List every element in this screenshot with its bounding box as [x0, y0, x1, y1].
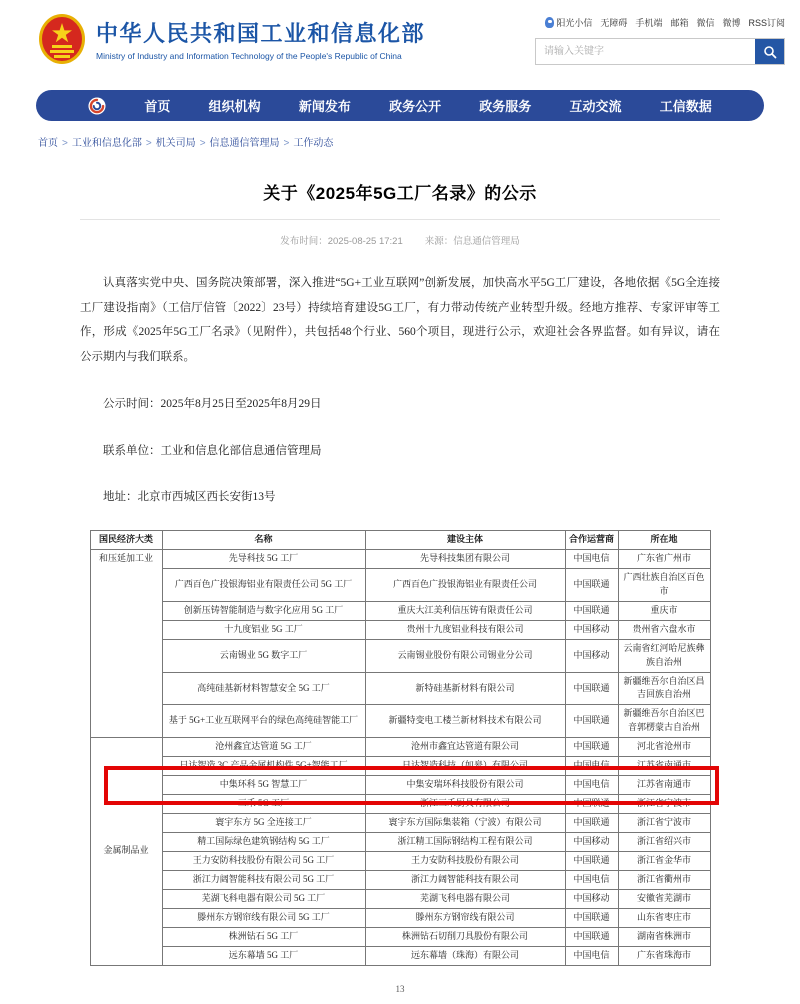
cell-location: 新疆维吾尔自治区巴音郭楞蒙古自治州: [618, 705, 710, 738]
cell-operator: 中国移动: [565, 639, 618, 672]
table-row: [90, 851, 710, 870]
table-row: [90, 870, 710, 889]
top-links: [535, 16, 785, 29]
article-paragraph-3: 联系单位：工业和信息化部信息通信管理局: [103, 444, 322, 457]
cell-builder: 远东幕墙（珠海）有限公司: [365, 946, 565, 965]
table-row: [90, 568, 710, 601]
page-number: 13: [395, 983, 405, 994]
cell-location: 安徽省芜湖市: [618, 889, 710, 908]
nav-item-4[interactable]: 政务公开: [389, 99, 442, 114]
cell-operator: 中国联通: [565, 927, 618, 946]
cell-factory-name: 中集环科 5G 智慧工厂: [162, 776, 365, 795]
nav-item-3[interactable]: 新闻发布: [298, 99, 351, 114]
cell-factory-name: 基于 5G+工业互联网平台的绿色高纯硅智能工厂: [162, 705, 365, 738]
cell-location: 江苏省南通市: [618, 757, 710, 776]
nav-item-6[interactable]: 互动交流: [569, 99, 622, 114]
cell-operator: 中国电信: [565, 549, 618, 568]
search-button[interactable]: [755, 39, 784, 64]
top-link-1[interactable]: 阳光小信: [545, 16, 592, 29]
top-link-7[interactable]: RSS订阅: [748, 18, 785, 28]
cell-operator: 中国移动: [565, 620, 618, 639]
source-label: 来源：: [424, 236, 454, 247]
cell-builder: 沧州市鑫宜达管道有限公司: [365, 738, 565, 757]
column-header-1: 国民经济大类: [90, 531, 162, 550]
column-header-5: 所在地: [618, 531, 710, 550]
cell-factory-name: 浙江力阔智能科技有限公司 5G 工厂: [162, 870, 365, 889]
breadcrumb-item-1[interactable]: 首页: [38, 138, 58, 149]
table-row: [90, 946, 710, 965]
cell-location: 广东省广州市: [618, 549, 710, 568]
table-row: [90, 601, 710, 620]
breadcrumb-separator: >: [199, 138, 206, 149]
cell-factory-name: 株洲钻石 5G 工厂: [162, 927, 365, 946]
table-row: [90, 832, 710, 851]
breadcrumb-item-5[interactable]: 工作动态: [293, 138, 334, 149]
top-link-3[interactable]: 手机端: [635, 18, 663, 28]
cell-builder: 王力安防科技股份有限公司: [365, 851, 565, 870]
cell-factory-name: 日达智造 3C 产品金属机构件 5G+智能工厂: [162, 757, 365, 776]
cell-factory-name: 云南锡业 5G 数字工厂: [162, 639, 365, 672]
cell-factory-name: 芜湖飞科电器有限公司 5G 工厂: [162, 889, 365, 908]
site-header: [0, 0, 800, 88]
cell-factory-name: 十九度铝业 5G 工厂: [162, 620, 365, 639]
table-row: [90, 795, 710, 814]
search-icon: [763, 45, 777, 59]
cell-factory-name: 先导科技 5G 工厂: [162, 549, 365, 568]
breadcrumb-item-3[interactable]: 机关司局: [155, 138, 196, 149]
table-row: [90, 814, 710, 833]
cell-location: 浙江省宁波市: [618, 795, 710, 814]
title-divider: [80, 219, 720, 220]
cell-builder: 先导科技集团有限公司: [365, 549, 565, 568]
cell-builder: 新疆特变电工楼兰新材料技术有限公司: [365, 705, 565, 738]
cell-operator: 中国联通: [565, 908, 618, 927]
cell-builder: 浙江三禾厨具有限公司: [365, 795, 565, 814]
cell-location: 云南省红河哈尼族彝族自治州: [618, 639, 710, 672]
cell-builder: 滕州东方钢帘线有限公司: [365, 908, 565, 927]
top-link-6[interactable]: 微博: [722, 18, 741, 28]
source: 信息通信管理局: [453, 236, 520, 247]
cell-operator: 中国联通: [565, 672, 618, 705]
cell-location: 浙江省衢州市: [618, 870, 710, 889]
cell-builder: 贵州十九度铝业科技有限公司: [365, 620, 565, 639]
cell-operator: 中国电信: [565, 776, 618, 795]
cell-location: 浙江省宁波市: [618, 814, 710, 833]
cell-builder: 芜湖飞科电器有限公司: [365, 889, 565, 908]
nav-item-1[interactable]: 首页: [144, 99, 171, 114]
table-row: [90, 738, 710, 757]
article-paragraph-1: 认真落实党中央、国务院决策部署，深入推进“5G+工业互联网”创新发展，加快高水平5G工厂建设，各地依据《5G全连接工厂建设指南》（工信厅信管〔2022〕23号）持续培育建设5G工厂，有力带动传统产业转型升级。经地方推荐、专家评审等工作，形成《2025年5G工厂名录》（见附件），共包括48个行业、560个项目，现进行公示，欢迎社会各界监督。如有异议，请在公示期内与我们联系。: [80, 277, 720, 364]
table-header-row: [90, 531, 710, 550]
publish-time: 2025-08-25 17:21: [327, 236, 403, 247]
column-header-2: 名称: [162, 531, 365, 550]
table-row: [90, 927, 710, 946]
table-row: [90, 705, 710, 738]
top-link-2[interactable]: 无障碍: [600, 18, 628, 28]
cell-location: 河北省沧州市: [618, 738, 710, 757]
table-row: [90, 776, 710, 795]
cell-operator: 中国移动: [565, 889, 618, 908]
cell-location: 新疆维吾尔自治区昌吉回族自治州: [618, 672, 710, 705]
cell-factory-name: 三禾 5G 工厂: [162, 795, 365, 814]
cell-builder: 寰宇东方国际集装箱（宁波）有限公司: [365, 814, 565, 833]
article-meta: [80, 233, 720, 247]
category-cell: 金属制品业: [90, 738, 162, 965]
breadcrumb-separator: >: [145, 138, 152, 149]
article-paragraph-4: 地址：北京市西城区西长安街13号: [103, 491, 276, 504]
breadcrumb-separator: >: [283, 138, 290, 149]
cell-factory-name: 精工国际绿色建筑钢结构 5G 工厂: [162, 832, 365, 851]
cell-operator: 中国联通: [565, 851, 618, 870]
cell-builder: 中集安瑞环科技股份有限公司: [365, 776, 565, 795]
mascot-icon: [545, 17, 554, 28]
cell-operator: 中国联通: [565, 705, 618, 738]
nav-item-2[interactable]: 组织机构: [208, 99, 261, 114]
main-nav: [36, 90, 764, 121]
cell-location: 广西壮族自治区百色市: [618, 568, 710, 601]
cell-location: 广东省珠海市: [618, 946, 710, 965]
page-title: 关于《2025年5G工厂名录》的公示: [263, 184, 537, 203]
article: [80, 179, 720, 994]
cell-operator: 中国联通: [565, 795, 618, 814]
cell-builder: 浙江精工国际钢结构工程有限公司: [365, 832, 565, 851]
article-paragraph-2: 公示时间：2025年8月25日至2025年8月29日: [103, 397, 322, 410]
factory-table: [90, 530, 711, 966]
category-cell: 和压延加工业: [90, 549, 162, 737]
cell-operator: 中国电信: [565, 946, 618, 965]
cell-location: 江苏省南通市: [618, 776, 710, 795]
cell-location: 贵州省六盘水市: [618, 620, 710, 639]
cell-builder: 重庆大江美利信压铸有限责任公司: [365, 601, 565, 620]
cell-operator: 中国联通: [565, 601, 618, 620]
publish-time-label: 发布时间：: [280, 236, 328, 247]
cell-operator: 中国电信: [565, 757, 618, 776]
cell-builder: 日达智造科技（如皋）有限公司: [365, 757, 565, 776]
table-row: [90, 639, 710, 672]
nav-logo-icon: [88, 97, 106, 115]
cell-builder: 广西百色广投银海铝业有限责任公司: [365, 568, 565, 601]
cell-builder: 云南锡业股份有限公司锡业分公司: [365, 639, 565, 672]
column-header-4: 合作运营商: [565, 531, 618, 550]
search-box: [535, 38, 785, 65]
cell-operator: 中国联通: [565, 568, 618, 601]
site-title: 中华人民共和国工业和信息化部: [96, 21, 426, 46]
cell-factory-name: 高纯硅基新材料智慧安全 5G 工厂: [162, 672, 365, 705]
cell-factory-name: 寰宇东方 5G 全连接工厂: [162, 814, 365, 833]
cell-location: 浙江省绍兴市: [618, 832, 710, 851]
cell-operator: 中国联通: [565, 814, 618, 833]
cell-location: 浙江省金华市: [618, 851, 710, 870]
table-row: [90, 672, 710, 705]
nav-item-7[interactable]: 工信数据: [659, 99, 712, 114]
breadcrumb: [38, 134, 762, 149]
table-row: [90, 757, 710, 776]
breadcrumb-separator: >: [62, 138, 68, 149]
cell-factory-name: 滕州东方钢帘线有限公司 5G 工厂: [162, 908, 365, 927]
national-emblem-icon: [38, 13, 86, 65]
cell-operator: 中国电信: [565, 870, 618, 889]
cell-factory-name: 王力安防科技股份有限公司 5G 工厂: [162, 851, 365, 870]
cell-factory-name: 远东幕墙 5G 工厂: [162, 946, 365, 965]
cell-operator: 中国移动: [565, 832, 618, 851]
cell-location: 湖南省株洲市: [618, 927, 710, 946]
cell-builder: 浙江力阔智能科技有限公司: [365, 870, 565, 889]
cell-factory-name: 广西百色广投银海铝业有限责任公司 5G 工厂: [162, 568, 365, 601]
cell-operator: 中国联通: [565, 738, 618, 757]
top-link-5[interactable]: 微信: [696, 18, 715, 28]
breadcrumb-item-2[interactable]: 工业和信息化部: [71, 138, 142, 149]
cell-location: 山东省枣庄市: [618, 908, 710, 927]
site-logo[interactable]: [38, 13, 425, 65]
column-header-3: 建设主体: [365, 531, 565, 550]
cell-builder: 新特硅基新材料有限公司: [365, 672, 565, 705]
cell-builder: 株洲钻石切削刀具股份有限公司: [365, 927, 565, 946]
cell-factory-name: 沧州鑫宜达管道 5G 工厂: [162, 738, 365, 757]
table-row: [90, 620, 710, 639]
article-body: [80, 271, 720, 510]
nav-item-5[interactable]: 政务服务: [479, 99, 532, 114]
search-input[interactable]: [536, 39, 755, 64]
table-row: [90, 908, 710, 927]
site-subtitle: Ministry of Industry and Information Technology of the People's Republic of China: [96, 51, 402, 61]
factory-table-wrap: [80, 530, 720, 966]
cell-location: 重庆市: [618, 601, 710, 620]
breadcrumb-item-4[interactable]: 信息通信管理局: [209, 138, 280, 149]
cell-factory-name: 创新压铸智能制造与数字化应用 5G 工厂: [162, 601, 365, 620]
table-row: [90, 549, 710, 568]
top-link-4[interactable]: 邮箱: [670, 18, 689, 28]
table-row: [90, 889, 710, 908]
